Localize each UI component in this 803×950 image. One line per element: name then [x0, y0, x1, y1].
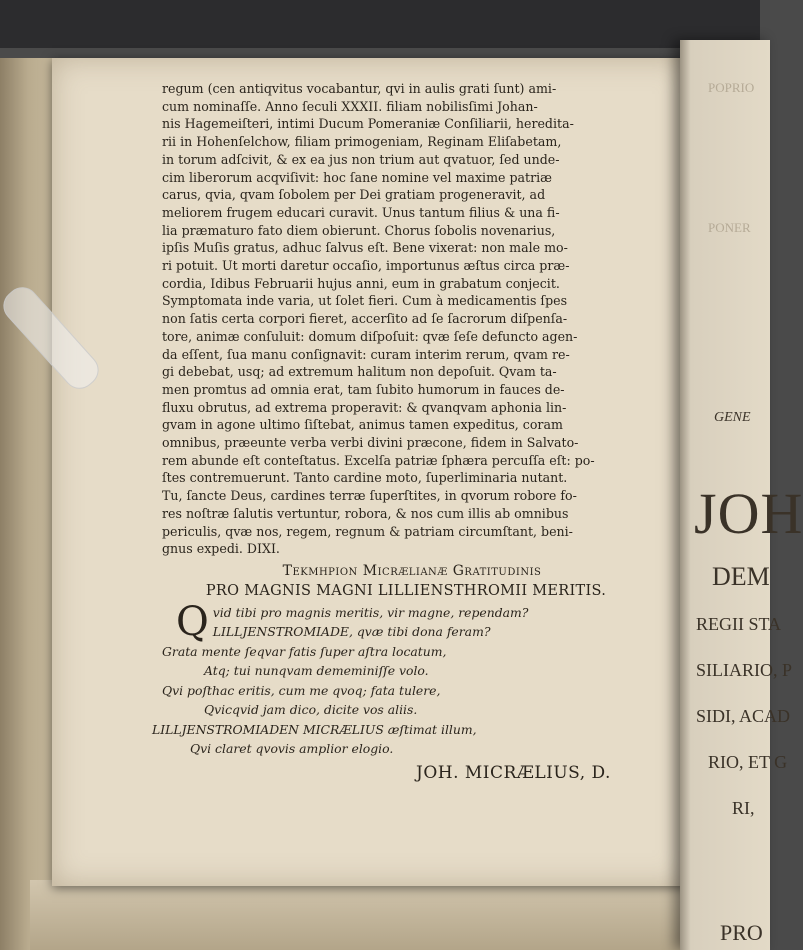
prose-line: lia præmaturo fato diem obierunt. Chorus ſobolis novenarius, — [162, 222, 556, 238]
prose-line: meliorem frugem educari curavit. Unus tantum filius & una fi- — [162, 204, 560, 220]
prose-line: Tu, ſancte Deus, cardines terræ ſuperſtites, in qvorum robore fo- — [162, 488, 577, 504]
prose-line: Symptomata inde varia, ut ſolet fieri. Cum à medicamentis ſpes — [162, 293, 568, 309]
prose-line: rem abunde eſt conteſtatus. Excelſa patriæ ſphæra percuſſa eſt: po- — [162, 452, 595, 468]
prose-line: tore, animæ conſuluit: domum diſpoſuit: qvæ ſeſe defuncto agen- — [162, 328, 578, 344]
prose-line: da eſſent, ſua manu conſignavit: curam interim rerum, qvam re- — [162, 346, 570, 362]
facing-line-1: REGII STA — [696, 614, 782, 634]
prose-line: gnus expedi. DIXI. — [162, 541, 280, 557]
facing-bottom-word: PRO — [720, 920, 763, 945]
verse-line: LILLJENSTROMIADE, qvæ tibi dona feram? — [212, 624, 491, 640]
facing-small-word: GENE — [714, 410, 751, 425]
facing-faint-top: POPRIO — [708, 80, 755, 95]
prose-line: non ſatis certa corpori fieret, accerſito ad ſe ſacrorum diſpenſa- — [162, 311, 568, 327]
facing-mid-word: DEM — [712, 562, 770, 591]
signature: JOH. MICRÆLIUS, D. — [416, 762, 611, 783]
verse-line: Atq; tui nunqvam dememiniſſe volo. — [204, 663, 429, 679]
prose-line: cordia, Idibus Februarii hujus anni, eum in grabatum conjecit. — [162, 275, 560, 291]
prose-line: rii in Hohenſelchow, filiam primogeniam, Reginam Eliſabetam, — [162, 134, 562, 150]
prose-line: carus, qvia, qvam ſobolem per Dei gratiam progeneravit, ad — [162, 187, 546, 203]
prose-line: res noſtræ ſalutis vertuntur, robora, & nos cum illis ab omnibus — [162, 505, 569, 521]
verse-line: Qvicqvid jam dico, dicite vos aliis. — [204, 702, 418, 718]
scanner-background — [0, 0, 760, 48]
prose-line: nis Hagemeiſteri, intimi Ducum Pomeraniæ Conſiliarii, heredita- — [162, 116, 574, 132]
prose-line: periculis, qvæ nos, regem, regnum & patriam circumſtant, beni- — [162, 523, 573, 539]
facing-page — [680, 40, 803, 950]
facing-line-5: RI, — [732, 798, 755, 818]
drop-cap: Q — [176, 598, 209, 645]
poem-title-latin: PRO MAGNIS MAGNI LILLIENSTHROMII MERITIS. — [205, 582, 607, 599]
prose-line: fluxu obrutus, ad extrema properavit: & qvanqvam aphonia lin- — [162, 399, 567, 415]
verse-line: Qvi poſthac eritis, cum me qvoq; fata tulere, — [162, 682, 441, 698]
verse-line: Qvi claret qvovis amplior elogio. — [190, 741, 394, 757]
verse-line: vid tibi pro magnis meritis, vir magne, rependam? — [212, 604, 529, 620]
prose-line: omnibus, præeunte verba verbi divini præcone, fidem in Salvato- — [162, 435, 579, 451]
prose-line: ipſis Muſis gratus, adhuc ſalvus eſt. Bene vixerat: non male mo- — [162, 240, 568, 256]
prose-line: regum (cen antiqvitus vocabantur, qvi in aulis grati ſunt) ami- — [162, 81, 557, 96]
prose-line: cum nominaſſe. Anno ſeculi XXXII. filiam nobilisſimi Johan- — [162, 98, 538, 114]
prose-line: gi debebat, usq; ad extremum halitum non depoſuit. Qvam ta- — [162, 364, 557, 380]
poem-verse — [152, 598, 662, 759]
facing-line-4: RIO, ET G — [708, 752, 788, 772]
verse-line: Grata mente ſeqvar fatis ſuper aſtra locatum, — [162, 643, 447, 659]
prose-line: ri potuit. Ut morti daretur occaſio, importunus æſtus circa præ- — [162, 258, 570, 274]
verse-line: LILLJENSTROMIADEN MICRÆLIUS æſtimat illum, — [152, 721, 477, 737]
book-page-stack — [30, 880, 690, 950]
prose-line: ſtes contremuerunt. Tanto cardine moto, ſuperliminaria nutant. — [162, 470, 568, 486]
prose-line: cim liberorum acqviſivit: hoc ſane nomine vel maxime patriæ — [162, 169, 552, 185]
facing-faint-mid: PONER — [708, 220, 751, 235]
facing-line-3: SIDI, ACAD — [696, 706, 791, 726]
facing-line-2: SILIARIO, P — [696, 660, 793, 680]
facing-big-word: JOH — [694, 481, 803, 546]
page-text — [152, 80, 662, 783]
prose-line: men promtus ad omnia erat, tam ſubito humorum in fauces de- — [162, 381, 565, 397]
prose-line: in torum adſcivit, & ex ea jus non trium aut qvatuor, ſed unde- — [162, 151, 560, 167]
prose-line: gvam in agone ultimo ſiſtebat, animus tamen expeditus, coram — [162, 417, 563, 433]
prose-block — [162, 80, 662, 558]
poem-title-greek: Tekmhpion Micrælianæ Gratitudinis — [282, 562, 542, 579]
